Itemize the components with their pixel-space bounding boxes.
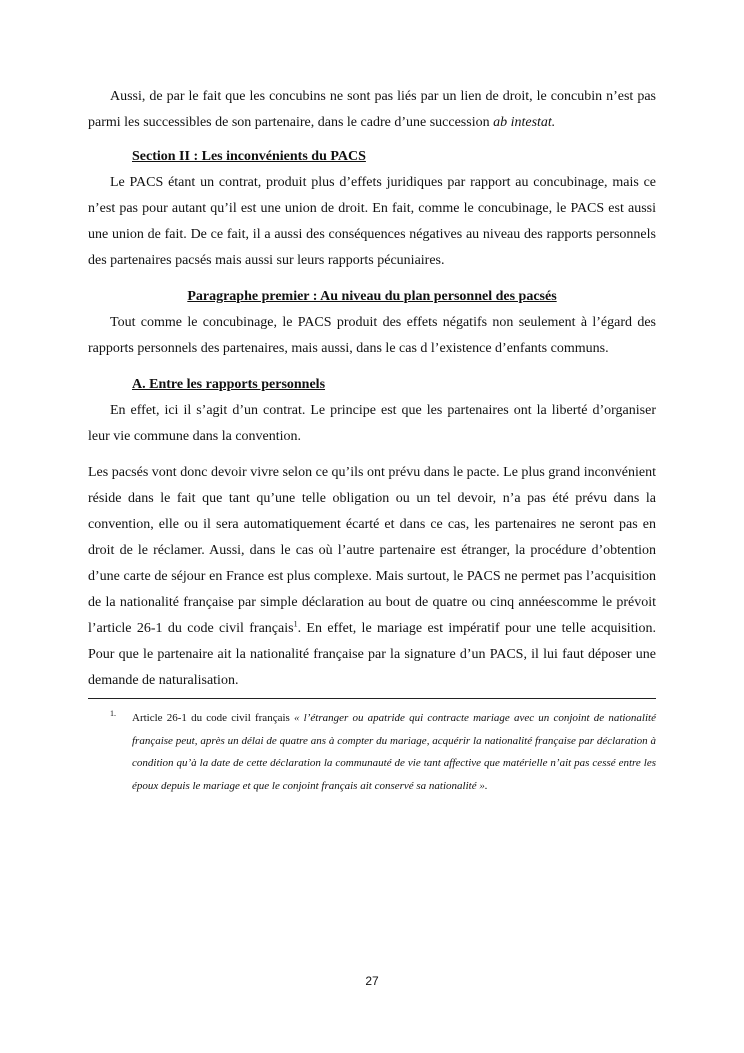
subsection-title: A. Entre les rapports personnels bbox=[132, 377, 326, 392]
paragraph-heading: Paragraphe premier : Au niveau du plan personnel des pacsés bbox=[187, 289, 557, 304]
paragraph-pacs-contract: Le PACS étant un contrat, produit plus d’effets juridiques par rapport au concubinage, mais ce n’est pas pour autant qu’il est une union de droit. En fait, comme le concubinage, le PACS est aussi une union de fait. De ce fait, il a aussi des conséquences négatives au niveau des rapports personnels des partenaires pacsés mais aussi sur leurs rapports pécuniaires. bbox=[88, 175, 656, 268]
italic-term: ab intestat. bbox=[493, 115, 556, 130]
footnote-lead: Article 26-1 du code civil français bbox=[132, 712, 294, 724]
document-page bbox=[88, 84, 656, 797]
footnote-quote: « l’étranger ou apatride qui contracte mariage avec un conjoint de nationalité française peut, après un délai de quatre ans à compter du mariage, acquérir la nationalité française par déclaration à condition qu’à la date de cette déclaration la communauté de vie tant affective que matérielle n’ait pas cessé entre les époux depuis le mariage et que le conjoint français ait conservé sa nationalité ». bbox=[132, 712, 656, 792]
footnote-divider bbox=[88, 698, 656, 699]
paragraph-effects: Tout comme le concubinage, le PACS produit des effets négatifs non seulement à l’égard des rapports personnels des partenaires, mais aussi, dans le cas d l’existence d’enfants communs. bbox=[88, 315, 656, 356]
footnote-number: 1. bbox=[110, 709, 116, 718]
paragraph-principle: En effet, ici il s’agit d’un contrat. Le principe est que les partenaires ont la liberté d’organiser leur vie commune dans la convention. bbox=[88, 403, 656, 444]
paragraph-inconvenient: Les pacsés vont donc devoir vivre selon ce qu’ils ont prévu dans le pacte. Le plus grand inconvénient réside dans le fait que tant qu’une telle obligation ou un tel devoir, n’a pas été prévu dans la convention, elle ou il sera automatiquement écarté et dans ce cas, les partenaires ne seront pas en droit de le réclamer. Aussi, dans le cas où l’autre partenaire est étranger, la procédure d’obtention d’une carte de séjour en France est plus complexe. Mais surtout, le PACS ne permet pas l’acquisition de la nationalité française par simple déclaration au bout de quatre ou cinq annéescomme le prévoit l’article 26-1 du code civil français$^1$. En effet, le mariage est impératif pour une telle acquisition. Pour que le partenaire ait la nationalité française par la signature d’un PACS, il lui faut déposer une demande de naturalisation. bbox=[88, 465, 656, 688]
section-title: Section II : Les inconvénients du PACS bbox=[132, 149, 366, 164]
paragraph-text: Aussi, de par le fait que les concubins ne sont pas liés par un lien de droit, le concubin n’est pas parmi les successibles de son partenaire, dans le cadre d’une succession bbox=[88, 89, 656, 130]
paragraph-succession bbox=[88, 84, 656, 136]
footnote bbox=[88, 707, 656, 797]
page-number: 27 bbox=[365, 974, 379, 988]
footnote-ref: 1 bbox=[293, 619, 298, 629]
